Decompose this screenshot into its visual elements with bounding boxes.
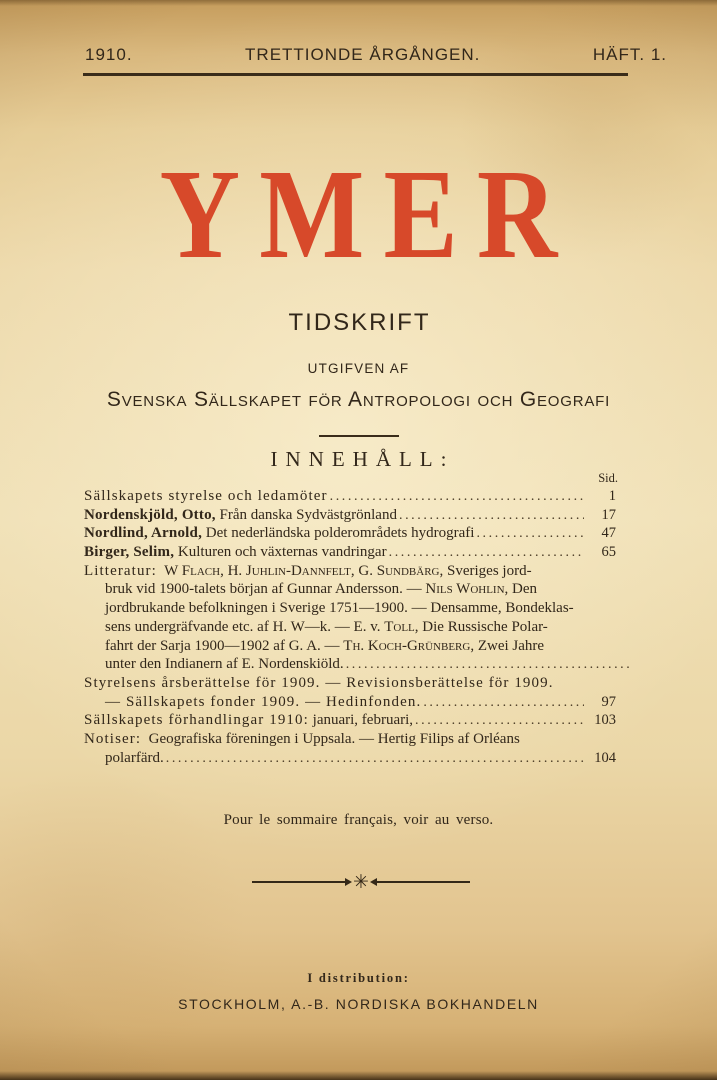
ornament-divider: [252, 872, 470, 892]
toc-leader-dots: [399, 506, 584, 525]
toc-entry-text: Notiser: Geografiska föreningen i Uppsala. — Hertig Filips af Orléans: [84, 730, 520, 747]
toc-page-column-label: Sid.: [598, 471, 618, 485]
header-rule: [83, 73, 628, 76]
society-name: Svenska Sällskapet för Antropologi och Geografi: [106, 388, 611, 411]
toc-row: [84, 730, 634, 749]
short-divider: [319, 435, 399, 437]
journal-subtitle: TIDSKRIFT: [288, 309, 431, 336]
toc-page-number: 103: [594, 712, 616, 729]
toc-entry-text: Litteratur: W Flach, H. Juhlin-Dannfelt, G. Sundbärg, Sveriges jord-: [84, 562, 532, 579]
french-note: Pour le sommaire français, voir au verso.: [223, 812, 494, 828]
toc-row: [84, 562, 634, 581]
ornament-line-left: [252, 881, 345, 883]
masthead-edition: TRETTIONDE ÅRGÅNGEN.: [245, 45, 481, 64]
toc-page-number: 47: [601, 525, 616, 542]
toc-entry-text: unter den Indianern af E. Nordenskiöld.: [105, 656, 344, 673]
toc-entry-text: jordbrukande befolkningen i Sverige 1751—1900. — Densamme, Bondeklas-: [105, 600, 574, 617]
toc-row: [84, 599, 634, 618]
toc-page-number: 1: [608, 488, 616, 504]
toc-row: [84, 749, 634, 768]
toc-entry-text: bruk vid 1900-talets början af Gunnar Andersson. — Nils Wohlin, Den: [105, 581, 538, 598]
ornament-line-right: [377, 881, 470, 883]
toc-row: [84, 674, 634, 693]
toc-row: [84, 655, 634, 674]
distribution-label: I distribution:: [307, 971, 410, 985]
toc-row: [84, 711, 634, 730]
masthead: [85, 45, 667, 65]
toc-entry-text: Styrelsens årsberättelse för 1909. — Revisionsberättelse för 1909.: [84, 674, 554, 691]
journal-title: YMER: [159, 143, 577, 285]
toc-leader-dots: [423, 693, 584, 712]
masthead-issue: HÄFT. 1.: [592, 45, 667, 64]
toc-row: [84, 637, 634, 656]
toc-entry-text: Nordlind, Arnold, Det nederländska polderområdets hydrografi: [84, 525, 475, 542]
toc-entry-text: Birger, Selim, Kulturen och växternas vandringar: [84, 544, 387, 561]
toc-page-number: 65: [601, 544, 616, 561]
ornament-arrow-right-icon: [345, 878, 352, 886]
toc-row: [84, 487, 634, 506]
toc-row: [84, 524, 634, 543]
toc-entry-text: Nordenskjöld, Otto, Från danska Sydvästgrönland: [84, 506, 397, 523]
toc-entry-text: sens undergräfvande etc. af H. W—k. — E. v. Toll, Die Russische Polar-: [105, 618, 548, 635]
toc-entry-text: Sällskapets förhandlingar 1910: januari, februari,: [84, 712, 414, 729]
toc-row: [84, 693, 634, 712]
toc-entry-text: — Sällskapets fonder 1909. — Hedinfonden.: [105, 693, 422, 710]
toc-entry-text: Sällskapets styrelse och ledamöter: [84, 488, 328, 504]
toc-row: [84, 580, 634, 599]
masthead-year: 1910.: [85, 45, 133, 64]
toc-list: [84, 487, 634, 767]
distributor-name: STOCKHOLM, A.-B. NORDISKA BOKHANDELN: [178, 996, 539, 1012]
toc-row: [84, 543, 634, 562]
toc-page-number: 104: [594, 749, 616, 766]
toc-leader-dots: [415, 711, 584, 730]
toc-leader-dots: [346, 655, 632, 674]
toc-entry-text: polarfärd.: [105, 749, 164, 766]
toc-leader-dots: [389, 543, 584, 562]
ornament-arrow-left-icon: [370, 878, 377, 886]
toc-heading: INNEHÅLL:: [270, 447, 455, 471]
toc-entry-text: fahrt der Sarja 1900—1902 af G. A. — Th. Koch-Grünberg, Zwei Jahre: [105, 637, 545, 654]
toc-leader-dots: [166, 749, 584, 768]
asterisk-ornament-icon: ✳: [353, 870, 369, 893]
toc-row: [84, 618, 634, 637]
published-by-label: UTGIFVEN AF: [307, 361, 410, 376]
toc-page-number: 17: [601, 506, 616, 523]
toc-leader-dots: [330, 487, 584, 506]
toc-page-number: 97: [601, 693, 616, 710]
toc-row: [84, 506, 634, 525]
toc-leader-dots: [476, 524, 584, 543]
